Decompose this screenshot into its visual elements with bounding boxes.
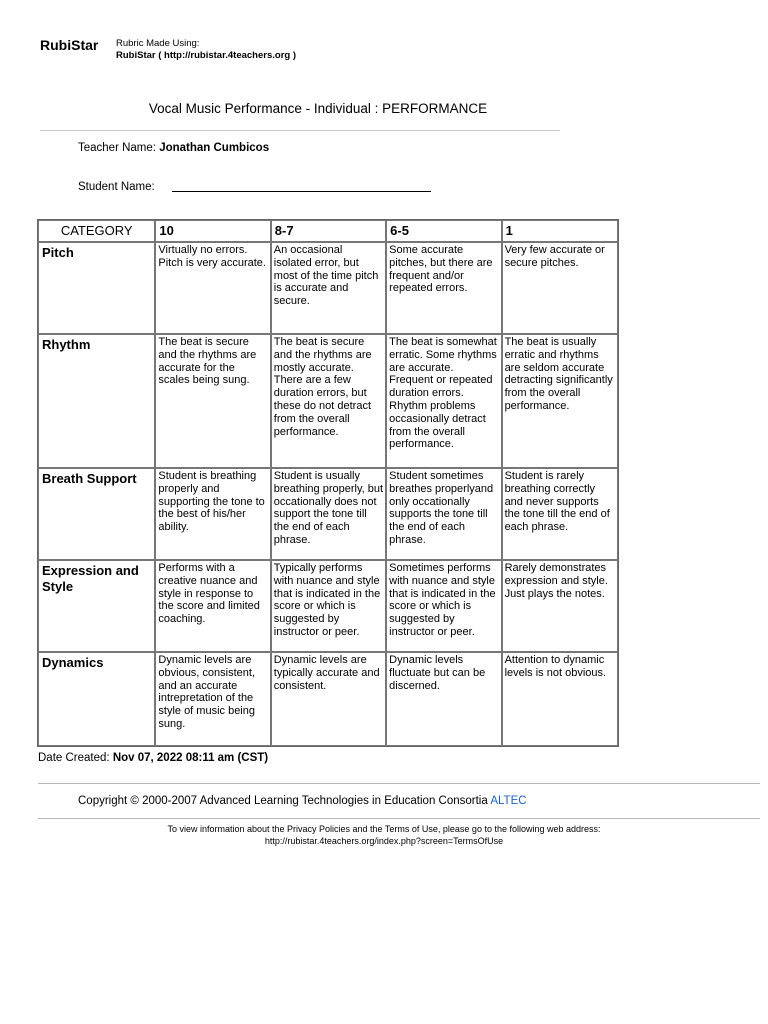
rubric-cell: Attention to dynamic levels is not obvious. <box>502 652 618 746</box>
date-created-value: Nov 07, 2022 08:11 am (CST) <box>112 752 269 764</box>
privacy-notice <box>0 824 768 847</box>
header-score-1: 1 <box>502 220 618 242</box>
made-using-note <box>116 38 296 62</box>
category-name: Pitch <box>38 242 155 334</box>
rubric-cell: Sometimes performs with nuance and style that is indicated in the score or which is suggested by instructor or peer. <box>386 560 501 652</box>
rubric-cell: Virtually no errors. Pitch is very accurate. <box>155 242 270 334</box>
rubric-row-expression-and-style <box>38 560 618 652</box>
rubric-header-row <box>38 220 618 242</box>
rubric-cell: Rarely demonstrates expression and style. Just plays the notes. <box>502 560 618 652</box>
rubric-cell: Very few accurate or secure pitches. <box>502 242 618 334</box>
category-name: Dynamics <box>38 652 155 746</box>
rubric-cell: Some accurate pitches, but there are frequent and/or repeated errors. <box>386 242 501 334</box>
brand-name: RubiStar <box>40 37 99 53</box>
rubric-cell: Student sometimes breathes properlyand only occationally supports the tone till the end of each phrase. <box>386 468 501 560</box>
rubric-cell: Student is rarely breathing correctly and never supports the tone till the end of each phrase. <box>502 468 618 560</box>
rubric-cell: Dynamic levels are obvious, consistent, and an accurate intrepretation of the style of music being sung. <box>155 652 270 746</box>
page-title: Vocal Music Performance - Individual : PERFORMANCE <box>148 101 488 116</box>
student-name-field <box>78 181 155 193</box>
rubric-row-rhythm <box>38 334 618 468</box>
category-name: Rhythm <box>38 334 155 468</box>
student-name-label: Student Name: <box>78 181 155 193</box>
date-created <box>38 752 268 764</box>
header-score-6-5: 6-5 <box>386 220 501 242</box>
rubric-cell: The beat is usually erratic and rhythms are seldom accurate detracting significantly from the overall performance. <box>502 334 618 468</box>
date-created-label: Date Created: <box>38 752 110 764</box>
copyright-text: Copyright © 2000-2007 Advanced Learning Technologies in Education Consortia <box>78 795 488 807</box>
rubric-cell: Typically performs with nuance and style that is indicated in the score or which is suggested by instructor or peer. <box>271 560 386 652</box>
made-using-label: Rubric Made Using: <box>116 38 200 49</box>
privacy-text: To view information about the Privacy Policies and the Terms of Use, please go to the following web address: <box>167 824 601 834</box>
rubric-cell: Dynamic levels are typically accurate and consistent. <box>271 652 386 746</box>
category-name: Breath Support <box>38 468 155 560</box>
header-score-10: 10 <box>155 220 270 242</box>
rubric-row-dynamics <box>38 652 618 746</box>
header-category: CATEGORY <box>38 220 155 242</box>
rubric-cell: The beat is secure and the rhythms are mostly accurate. There are a few duration errors, but these do not detract from the overall performance. <box>271 334 386 468</box>
rubric-cell: Performs with a creative nuance and style in response to the score and limited coaching. <box>155 560 270 652</box>
made-using-url: RubiStar ( http://rubistar.4teachers.org ) <box>116 50 296 61</box>
rubric-row-pitch <box>38 242 618 334</box>
footer-divider-top <box>38 783 760 784</box>
header-score-8-7: 8-7 <box>271 220 386 242</box>
student-name-blank <box>172 191 431 192</box>
rubric-cell: An occasional isolated error, but most of the time pitch is accurate and secure. <box>271 242 386 334</box>
category-name: Expression and Style <box>38 560 155 652</box>
teacher-name-value: Jonathan Cumbicos <box>159 142 270 154</box>
title-divider <box>40 130 560 131</box>
rubric-table <box>37 219 619 747</box>
rubric-row-breath-support <box>38 468 618 560</box>
altec-link[interactable]: ALTEC <box>490 795 527 807</box>
rubric-cell: The beat is somewhat erratic. Some rhythms are accurate. Frequent or repeated duration errors. Rhythm problems occasionally detract from the overall performance. <box>386 334 501 468</box>
footer-divider-bottom <box>38 818 760 819</box>
rubric-cell: Dynamic levels fluctuate but can be discerned. <box>386 652 501 746</box>
rubric-cell: Student is usually breathing properly, but occationally does not support the tone till the end of each phrase. <box>271 468 386 560</box>
rubric-cell: Student is breathing properly and supporting the tone to the best of his/her ability. <box>155 468 270 560</box>
teacher-name-field <box>78 142 269 154</box>
copyright-notice <box>78 795 527 807</box>
rubric-cell: The beat is secure and the rhythms are accurate for the scales being sung. <box>155 334 270 468</box>
teacher-name-label: Teacher Name: <box>78 142 156 154</box>
terms-of-use-url[interactable]: http://rubistar.4teachers.org/index.php?screen=TermsOfUse <box>264 835 504 846</box>
